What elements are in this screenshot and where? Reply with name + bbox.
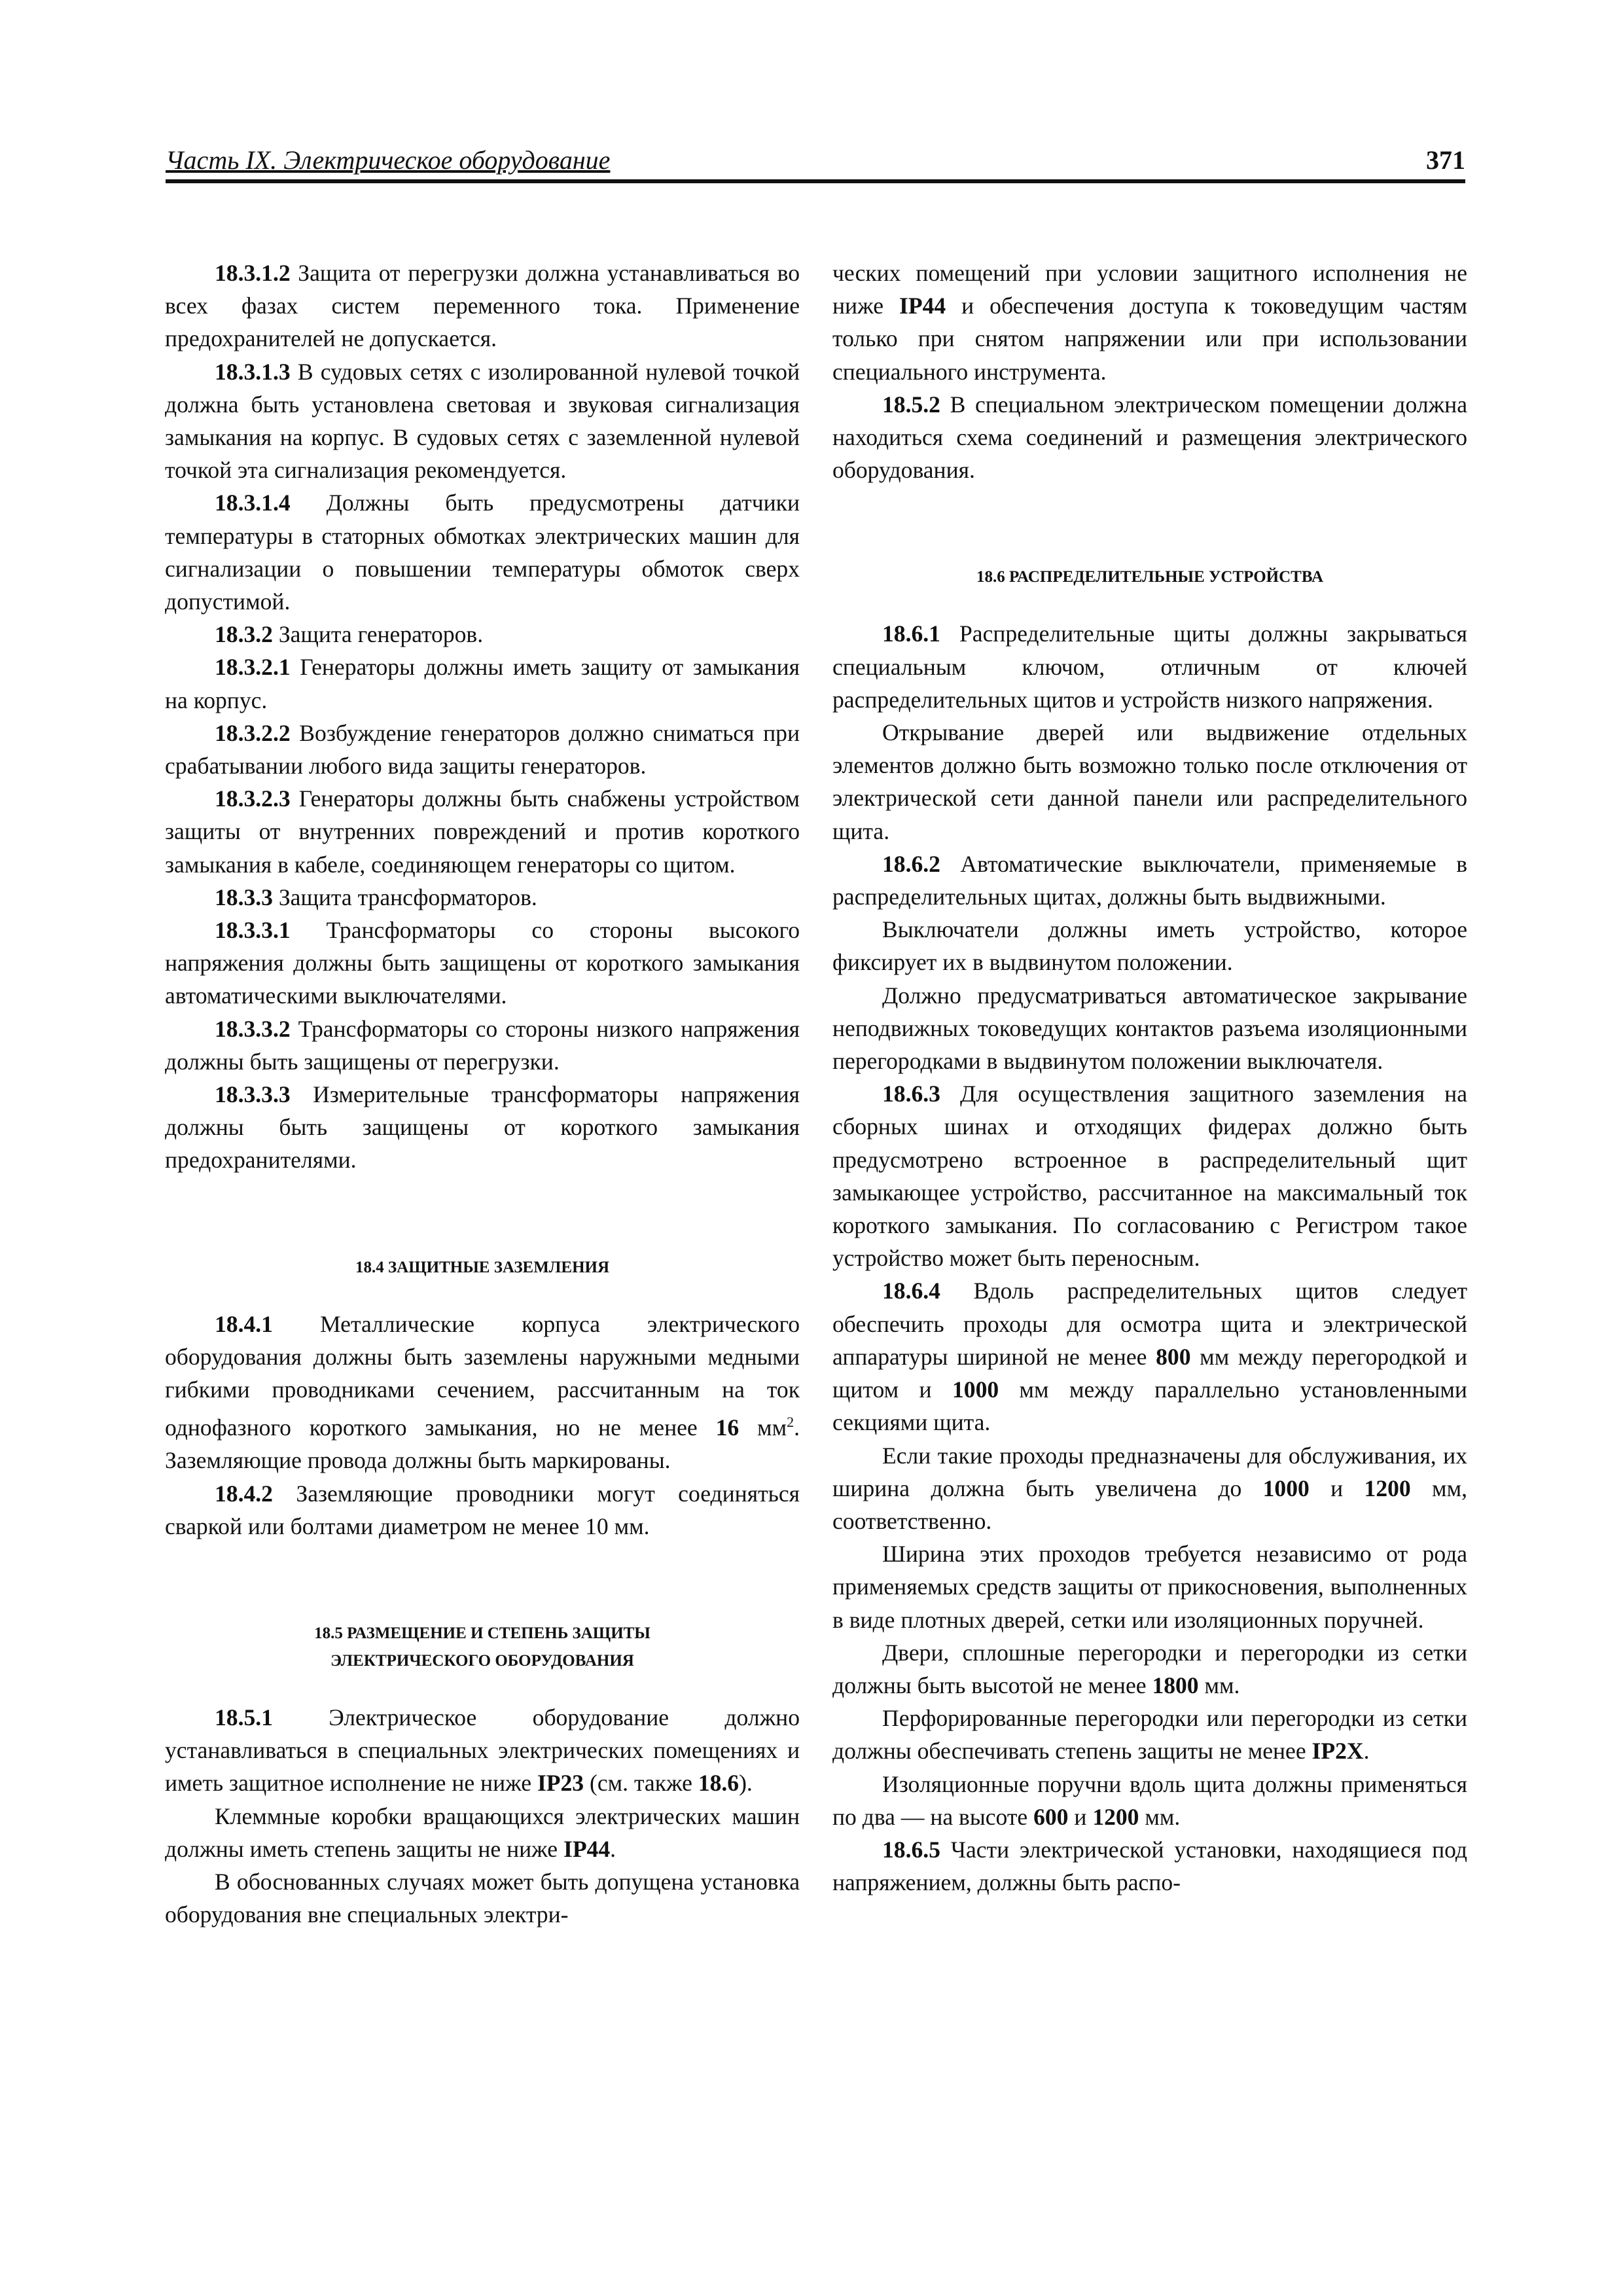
paragraph-auto-shutters: Должно предусматриваться автоматическое закрывание неподвижных токоведущих контактов разъема изоляционными перегородками в выдвинутом положении выключателя. xyxy=(832,982,1467,1075)
left-column xyxy=(165,257,800,1931)
page-number: 371 xyxy=(1426,145,1465,175)
right-column xyxy=(832,257,1467,1899)
paragraph-18-6-4: 18.6.4 Вдоль распределительных щитов следует обеспечить проходы для осмотра щита и электрической аппаратуры шириной не менее 800 мм между перегородкой и щитом и 1000 мм между параллельно установленными секциями щита. xyxy=(832,1278,1467,1436)
paragraph-18-3-2-1: 18.3.2.1 Генераторы должны иметь защиту от замыкания на корпус. xyxy=(165,654,800,713)
paragraph-18-6-3: 18.6.3 Для осуществления защитного заземления на сборных шинах и отходящих фидерах должно быть предусмотрено встроенное в распределительный щит замыкающее устройство, рассчитанное на максимальный ток короткого замыкания. По согласованию с Регистром такое устройство может быть переносным. xyxy=(832,1081,1467,1272)
paragraph-justified-cases: В обоснованных случаях может быть допущена установка оборудования вне специальных электри- xyxy=(165,1868,800,1928)
paragraph-18-3-1-2: 18.3.1.2 Защита от перегрузки должна устанавливаться во всех фазах систем переменного тока. Применение предохранителей не допускается. xyxy=(165,260,800,352)
paragraph-continuation: ческих помещений при условии защитного исполнения не ниже IP44 и обеспечения доступа к токоведущим частям только при снятом напряжении или при использовании специального инструмента. xyxy=(832,260,1467,385)
paragraph-18-5-1: 18.5.1 Электрическое оборудование должно устанавливаться в специальных электрических помещениях и иметь защитное исполнение не ниже IP23 (см. также 18.6). xyxy=(165,1704,800,1797)
paragraph-breakers-fix: Выключатели должны иметь устройство, которое фиксирует их в выдвинутом положении. xyxy=(832,916,1467,976)
paragraph-insulating-rails: Изоляционные поручни вдоль щита должны применяться по два — на высоте 600 и 1200 мм. xyxy=(832,1770,1467,1830)
paragraph-18-6-2: 18.6.2 Автоматические выключатели, применяемые в распределительных щитах, должны быть выдвижными. xyxy=(832,850,1467,910)
paragraph-18-3-3-2: 18.3.3.2 Трансформаторы со стороны низкого напряжения должны быть защищены от перегрузки. xyxy=(165,1015,800,1075)
paragraph-18-5-2: 18.5.2 В специальном электрическом помещении должна находиться схема соединений и размещения электрического оборудования. xyxy=(832,391,1467,484)
paragraph-18-3-3-1: 18.3.3.1 Трансформаторы со стороны высокого напряжения должны быть защищены от короткого замыкания автоматическими выключателями. xyxy=(165,917,800,1009)
paragraph-18-3-2: 18.3.2 Защита генераторов. xyxy=(215,621,484,648)
paragraph-18-3-1-4: 18.3.1.4 Должны быть предусмотрены датчики температуры в статорных обмотках электрических машин для сигнализации о повышении температуры обмоток сверх допустимой. xyxy=(165,490,800,615)
paragraph-terminal-boxes: Клеммные коробки вращающихся электрических машин должны иметь степень защиты не ниже IP44. xyxy=(165,1803,800,1862)
section-heading-18-4: 18.4 ЗАЩИТНЫЕ ЗАЗЕМЛЕНИЯ xyxy=(355,1258,610,1276)
running-header-title: Часть IX. Электрическое оборудование xyxy=(166,145,611,175)
paragraph-perforated-partitions: Перфорированные перегородки или перегородки из сетки должны обеспечивать степень защиты не менее IP2X. xyxy=(832,1705,1467,1765)
paragraph-18-3-2-2: 18.3.2.2 Возбуждение генераторов должно сниматься при срабатывании любого вида защиты генераторов. xyxy=(165,719,800,780)
paragraph-18-6-1: 18.6.1 Распределительные щиты должны закрываться специальным ключом, отличным от ключей распределительных щитов и устройств низкого напряжения. xyxy=(832,620,1467,713)
paragraph-18-3-1-3: 18.3.1.3 В судовых сетях с изолированной нулевой точкой должна быть установлена световая и звуковая сигнализация замыкания на корпус. В судовых сетях с заземленной нулевой точкой эта сигнализация рекомендуется. xyxy=(165,358,800,484)
paragraph-18-6-5: 18.6.5 Части электрической установки, находящиеся под напряжением, должны быть распо- xyxy=(832,1836,1467,1896)
paragraph-doors-height: Двери, сплошные перегородки и перегородки из сетки должны быть высотой не менее 1800 мм. xyxy=(832,1639,1467,1698)
paragraph-door-opening: Открывание дверей или выдвижение отдельных элементов должно быть возможно только после отключения от электрической сети данной панели или распределительного щита. xyxy=(832,719,1467,844)
paragraph-18-4-2: 18.4.2 Заземляющие проводники могут соединяться сваркой или болтами диаметром не менее 10 мм. xyxy=(165,1480,800,1539)
section-heading-18-5-line2: ЭЛЕКТРИЧЕСКОГО ОБОРУДОВАНИЯ xyxy=(330,1651,634,1670)
paragraph-18-3-3-3: 18.3.3.3 Измерительные трансформаторы напряжения должны быть защищены от короткого замыкания предохранителями. xyxy=(165,1081,800,1174)
section-heading-18-6: 18.6 РАСПРЕДЕЛИТЕЛЬНЫЕ УСТРОЙСТВА xyxy=(976,568,1324,586)
paragraph-18-3-3: 18.3.3 Защита трансформаторов. xyxy=(215,884,537,910)
running-header xyxy=(166,145,1465,183)
paragraph-18-3-2-3: 18.3.2.3 Генераторы должны быть снабжены устройством защиты от внутренних повреждений и против короткого замыкания в кабеле, соединяющем генераторы со щитом. xyxy=(165,785,800,878)
paragraph-service-passages: Если такие проходы предназначены для обслуживания, их ширина должна быть увеличена до 1000 и 1200 мм, соответственно. xyxy=(832,1442,1467,1534)
section-heading-18-5-line1: 18.5 РАЗМЕЩЕНИЕ И СТЕПЕНЬ ЗАЩИТЫ xyxy=(314,1624,651,1642)
paragraph-18-4-1: 18.4.1 Металлические корпуса электрического оборудования должны быть заземлены наружными медными гибкими проводниками сечением, рассчитанным на ток однофазного короткого замыкания, но не менее 16 $мм^2$. Заземляющие провода должны быть маркированы. xyxy=(165,1310,800,1474)
paragraph-passage-width: Ширина этих проходов требуется независимо от рода применяемых средств защиты от прикосновения, выполненных в виде плотных дверей, сетки или изоляционных поручней. xyxy=(832,1541,1467,1633)
